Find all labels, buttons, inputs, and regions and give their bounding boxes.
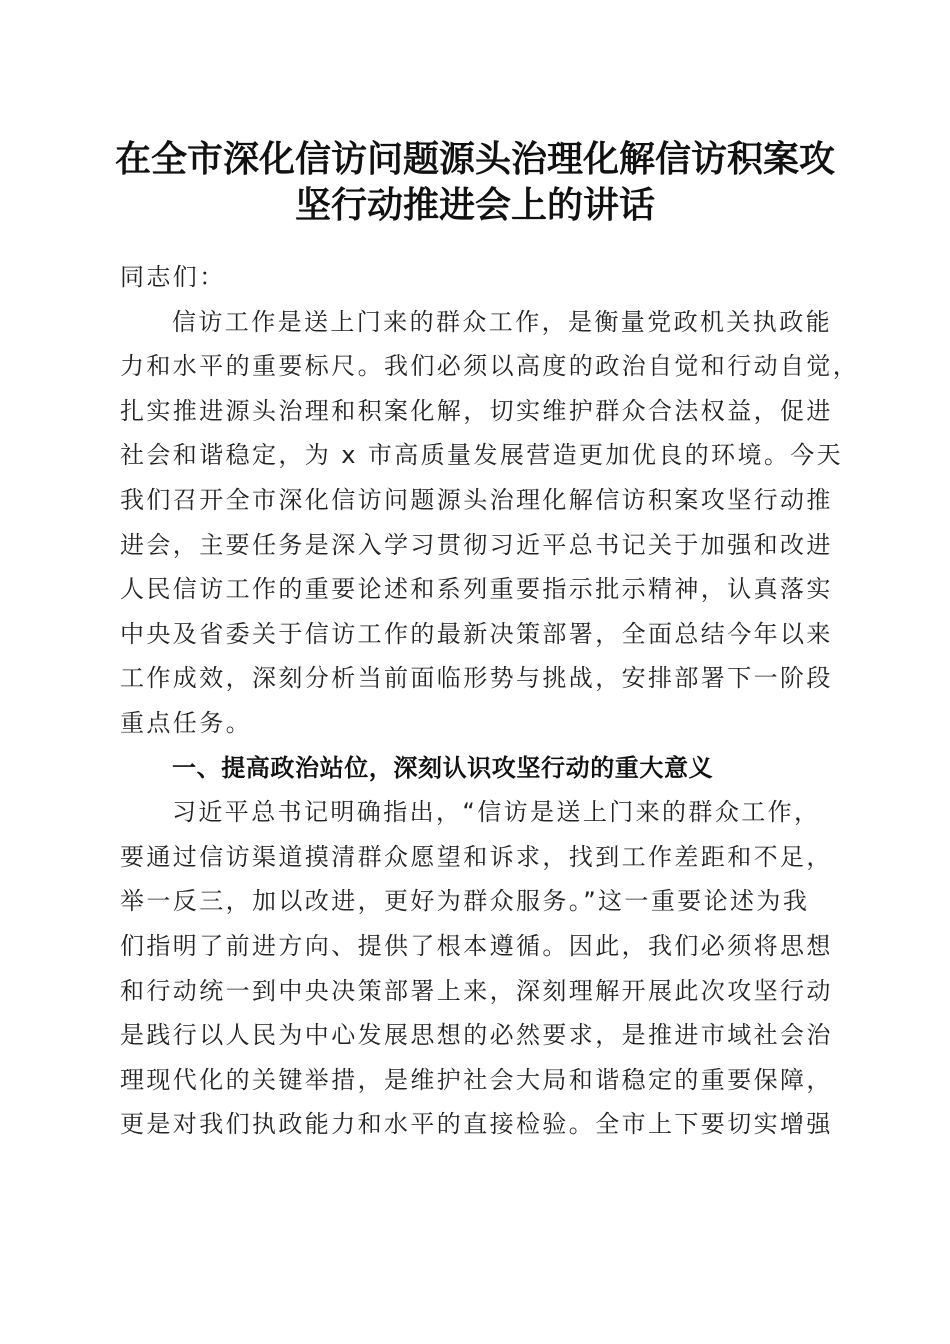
paragraph-2-line: 们指明了前进方向、提供了根本遵循。因此，我们必须将思想 <box>120 931 833 960</box>
paragraph-2-line: 是践行以人民为中心发展思想的必然要求，是推进市域社会治 <box>120 1021 833 1050</box>
paragraph-1-line: 进会，主要任务是深入学习贯彻习近平总书记关于加强和改进 <box>120 530 833 559</box>
paragraph-1-line: 我们召开全市深化信访问题源头治理化解信访积案攻坚行动推 <box>120 485 833 514</box>
paragraph-2-line: 和行动统一到中央决策部署上来，深刻理解开展此次攻坚行动 <box>120 976 833 1005</box>
paragraph-1-line: 社会和谐稳定，为 x 市高质量发展营造更加优良的环境。今天 <box>120 441 844 470</box>
document-body <box>120 255 860 1147</box>
paragraph-1-line: 信访工作是送上门来的群众工作，是衡量党政机关执政能 <box>172 307 832 336</box>
paragraph-1 <box>120 300 860 746</box>
paragraph-2-line: 习近平总书记明确指出，“信访是送上门来的群众工作， <box>172 798 821 827</box>
title-line-2: 坚行动推进会上的讲话 <box>294 184 655 226</box>
salutation: 同志们： <box>120 263 226 291</box>
paragraph-2-line: 理现代化的关键举措，是维护社会大局和谐稳定的重要保障， <box>120 1065 833 1094</box>
paragraph-2-line: 要通过信访渠道摸清群众愿望和诉求，找到工作差距和不足， <box>120 842 833 871</box>
paragraph-1-line: 重点任务。 <box>120 708 252 737</box>
paragraph-1-line: 人民信访工作的重要论述和系列重要指示批示精神，认真落实 <box>120 575 833 604</box>
document-title <box>100 136 850 228</box>
paragraph-1-line: 扎实推进源头治理和积案化解，切实维护群众合法权益，促进 <box>120 396 833 425</box>
section-heading: 一、提高政治站位，深刻认识攻坚行动的重大意义 <box>172 753 714 782</box>
paragraph-2-line: 更是对我们执政能力和水平的直接检验。全市上下要切实增强 <box>120 1110 833 1139</box>
title-line-1: 在全市深化信访问题源头治理化解信访积案攻 <box>114 138 835 180</box>
paragraph-1-line: 中央及省委关于信访工作的最新决策部署，全面总结今年以来 <box>120 619 833 648</box>
paragraph-2-line: 举一反三，加以改进，更好为群众服务。”这一重要论述为我 <box>120 887 810 916</box>
paragraph-1-line: 工作成效，深刻分析当前面临形势与挑战，安排部署下一阶段 <box>120 664 833 693</box>
paragraph-1-line: 力和水平的重要标尺。我们必须以高度的政治自觉和行动自觉， <box>120 352 860 381</box>
paragraph-2 <box>120 790 840 1147</box>
